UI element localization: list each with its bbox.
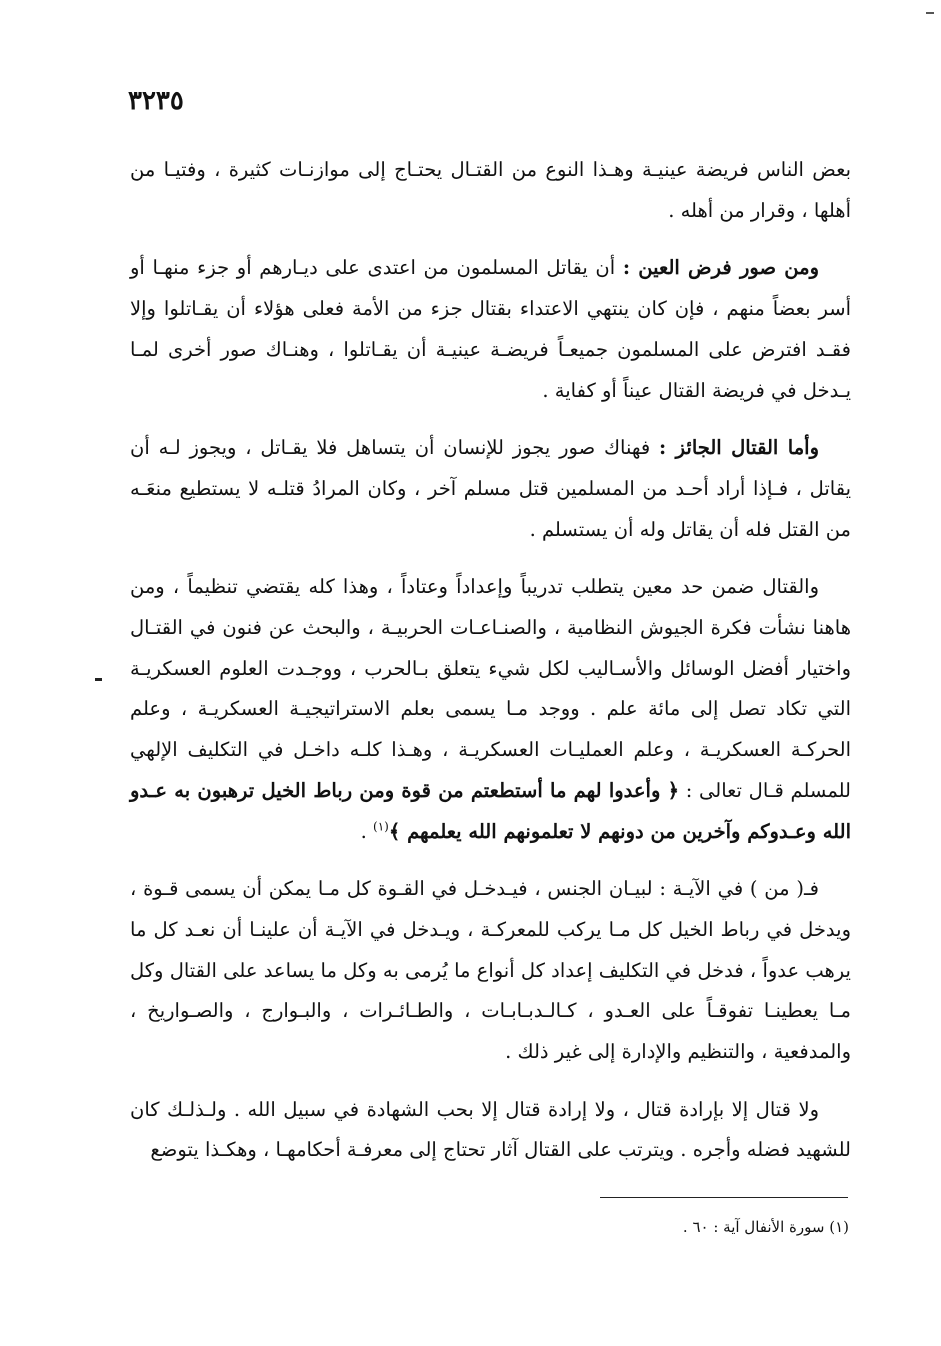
paragraph-text: ولا قتال إلا بإرادة قتال ، ولا إرادة قتال إلا بحب الشهادة في سبيل الله . ولـذلـك كان للشهيد فضله وأجره . ويترتب على القتال آثار تحتاج إلى معرفـة أحكامهـا ، وهكـذا يتوضع xyxy=(130,1097,851,1162)
paragraph-3 xyxy=(130,428,851,550)
paragraph-tail: . xyxy=(360,819,374,843)
paragraph-text: فهناك صور يجوز للإنسان أن يتساهل فلا يقـاتل ، ويجوز لـه أن يقاتل ، فـإذا أراد أحـد من المسلمين قتل مسلم آخر ، وكان المرادُ قتلـه لا يستطيع منعَـه من القتل فله أن يقاتل وله أن يستسلم . xyxy=(130,436,851,541)
paragraph-1 xyxy=(130,150,851,231)
paragraph-text: أن يقاتل المسلمون من اعتدى على ديـارهم أو جزء منهـا أو أسر بعضاً منهم ، فإن كان ينتهي الاعتداء بقتال جزء من الأمة فعلى هؤلاء أن يقـاتلوا وإلا فقـد افترض على المسلمون جميعـاً فريضـة عينيـة أن يقـاتلوا ، وهنـاك صور أخرى لمـا يـدخل في فريضة القتال عيناً أو كفاية . xyxy=(130,256,851,402)
body-text xyxy=(130,150,851,1188)
paragraph-4 xyxy=(130,567,851,852)
margin-mark xyxy=(95,678,102,681)
paragraph-lead: ومن صور فرض العين : xyxy=(622,256,819,280)
footnote-divider xyxy=(600,1197,848,1198)
paragraph-2 xyxy=(130,248,851,411)
paragraph-text: بعض الناس فريضة عينيـة وهـذا النوع من القتـال يحتـاج إلى موازنـات كثيرة ، وفتيـا من أهلها ، وقرار من أهله . xyxy=(130,158,851,222)
footnote: (١) سورة الأنفال آية : ٦٠ . xyxy=(682,1218,849,1236)
paragraph-5 xyxy=(130,869,851,1073)
scan-mark xyxy=(926,12,934,14)
quran-quote: ﴿ وأعدوا لهم ما أستطعتم من قوة ومن رباط الخيل ترهبون به عـدو الله وعـدوكم وآخرين من دونهم لا تعلمونهم الله يعلمهم ﴾ xyxy=(130,778,851,843)
paragraph-text: والقتال ضمن حد معين يتطلب تدريباً وإعداداً وعتاداً ، وهذا كله يقتضي تنظيماً ، ومن هاهنا نشأت فكرة الجيوش النظامية ، والصنـاعـات الحربيـة ، والبحث عن فنون في القتـال واختيار أفضل الوسائل والأسـاليب لكل شيء يتعلق بـالحرب ، ووجـدت العلوم العسكريـة التي تكاد تصل إلى مائة علم . ووجد مـا يسمى بعلم الاستراتيجيـة العسكريـة ، وعلم الحركـة العسكريـة ، وعلم العمليـات العسكريـة ، وهـذا كلـه داخـل في التكليف الإلهي للمسلم قـال تعالى : xyxy=(130,575,851,802)
page-number: ٣٢٣٥ xyxy=(128,86,184,116)
paragraph-text: فـ( من ) في الآيـة : لبيـان الجنس ، فيـدخـل في القـوة كل مـا يمكن أن يسمى قـوة ، ويدخل في رباط الخيل كل مـا يركب للمعركـة ، ويـدخل في الآيـة أن علينـا أن نعـد كل ما يرهب عدواً ، فدخل في التكليف إعداد كل أنواع ما يُرمى به وكل ما يساعد على القتال وكل مـا يعطينـا تفوقـاً على العـدو ، كـالـدبـابـات ، والطـائـرات ، والبـوارج ، والصـواريخ ، والمدفعية ، والتنظيم والإدارة إلى غير ذلك . xyxy=(130,877,851,1064)
paragraph-6 xyxy=(130,1090,851,1171)
paragraph-lead: وأما القتال الجائز : xyxy=(659,436,819,460)
footnote-reference: (١) xyxy=(373,819,389,834)
